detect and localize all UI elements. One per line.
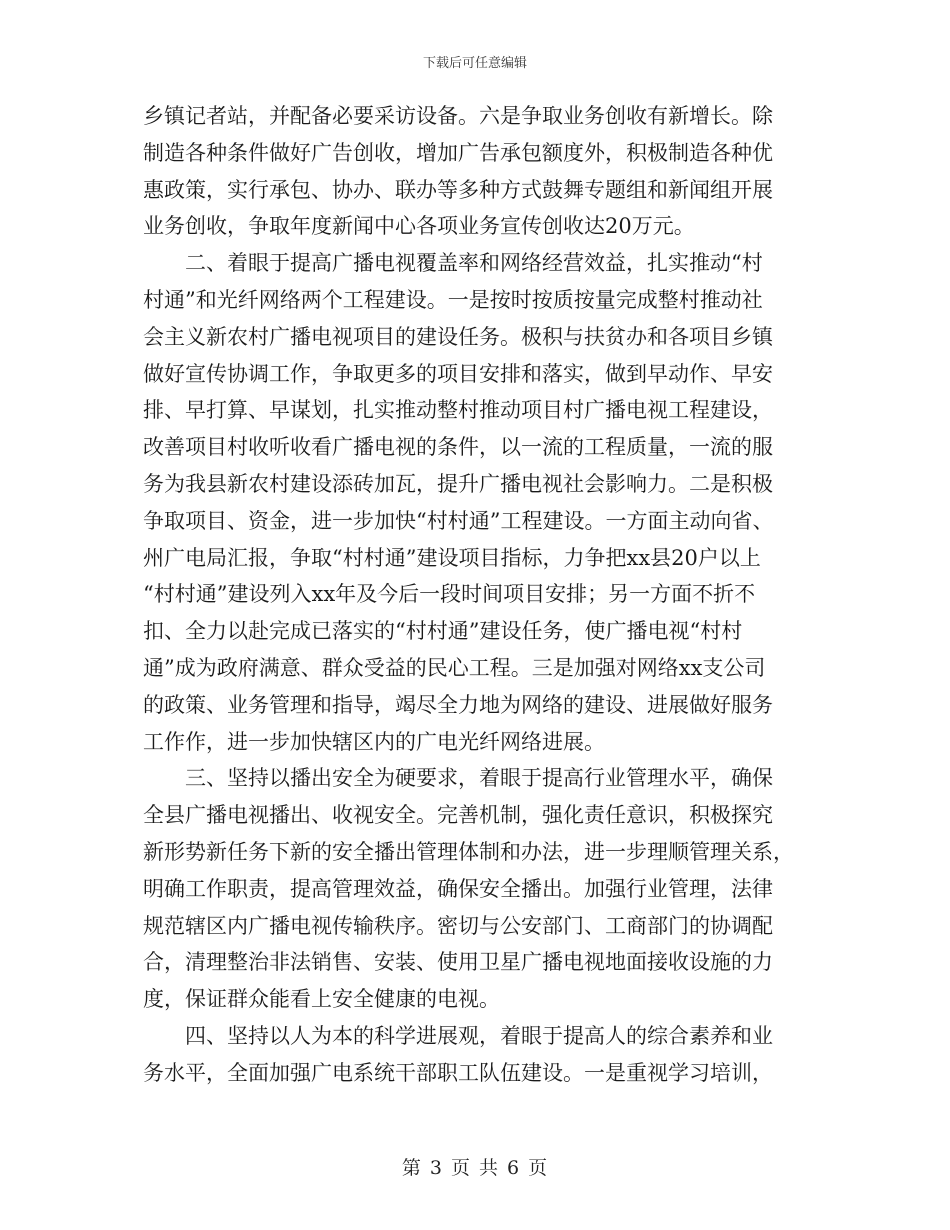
page-footer [0,1153,950,1180]
paragraph [143,98,808,245]
text-line: 州广电局汇报，争取“村村通”建设项目指标，力争把xx县20户以上 [143,545,761,570]
text-line: “村村通”建设列入xx年及今后一段时间项目安排；另一方面不折不 [143,582,756,607]
text-line: 改善项目村收听收看广播电视的条件，以一流的工程质量，一流的服 [143,435,773,460]
footer-prefix: 第 [401,1157,422,1179]
document-body [143,98,808,1092]
text-line: 排、早打算、早谋划，扎实推动整村推动项目村广播电视工程建设， [143,398,773,423]
page-header: 下载后可任意编辑 [422,56,527,71]
page-number: 3 [429,1157,443,1179]
text-line: 新形势新任务下新的安全播出管理体制和办法，进一步理顺管理关系， [143,839,794,864]
footer-suffix: 页 [528,1157,549,1179]
total-pages: 6 [507,1157,521,1179]
text-line: 工作作，进一步加快辖区内的广电光纤网络进展。 [143,729,605,754]
text-line: 规范辖区内广播电视传输秩序。密切与公安部门、工商部门的协调配 [143,913,773,938]
text-line: 做好宣传协调工作，争取更多的项目安排和落实，做到早动作、早安 [143,361,773,386]
text-line: 务水平，全面加强广电系统干部职工队伍建设。一是重视学习培训， [143,1060,773,1085]
text-line: 制造各种条件做好广告创收，增加广告承包额度外，积极制造各种优 [143,140,773,165]
paragraph [143,760,808,1018]
text-line: 务为我县新农村建设添砖加瓦，提升广播电视社会影响力。二是积极 [143,471,773,496]
paragraph [143,245,808,760]
paragraph [143,1018,808,1092]
text-line: 三、坚持以播出安全为硬要求，着眼于提高行业管理水平，确保 [185,766,773,791]
text-line: 度，保证群众能看上安全健康的电视。 [143,987,500,1012]
text-line: 四、坚持以人为本的科学进展观，着眼于提高人的综合素养和业 [185,1023,773,1048]
footer-page-word: 页 [450,1157,471,1179]
text-line: 全县广播电视播出、收视安全。完善机制，强化责任意识，积极探究 [143,803,773,828]
text-line: 争取项目、资金，进一步加快“村村通”工程建设。一方面主动向省、 [143,508,774,533]
text-line: 合，清理整治非法销售、安装、使用卫星广播电视地面接收设施的力 [143,950,773,975]
text-line: 二、着眼于提高广播电视覆盖率和网络经营效益，扎实推动“村 [185,251,763,276]
text-line: 的政策、业务管理和指导，竭尽全力地为网络的建设、进展做好服务 [143,692,773,717]
text-line: 惠政策，实行承包、协办、联办等多种方式鼓舞专题组和新闻组开展 [143,177,773,202]
text-line: 扣、全力以赴完成已落实的“村村通”建设任务，使广播电视“村村 [143,619,743,644]
text-line: 通”成为政府满意、群众受益的民心工程。三是加强对网络xx支公司 [143,655,766,680]
footer-total-word: 共 [479,1157,500,1179]
text-line: 业务创收，争取年度新闻中心各项业务宣传创收达20万元。 [143,214,695,239]
text-line: 乡镇记者站，并配备必要采访设备。六是争取业务创收有新增长。除 [143,104,773,128]
text-line: 村通”和光纤网络两个工程建设。一是按时按质按量完成整村推动社 [143,287,763,312]
text-line: 会主义新农村广播电视项目的建设任务。极积与扶贫办和各项目乡镇 [143,324,773,349]
text-line: 明确工作职责，提高管理效益，确保安全播出。加强行业管理，法律 [143,876,773,901]
